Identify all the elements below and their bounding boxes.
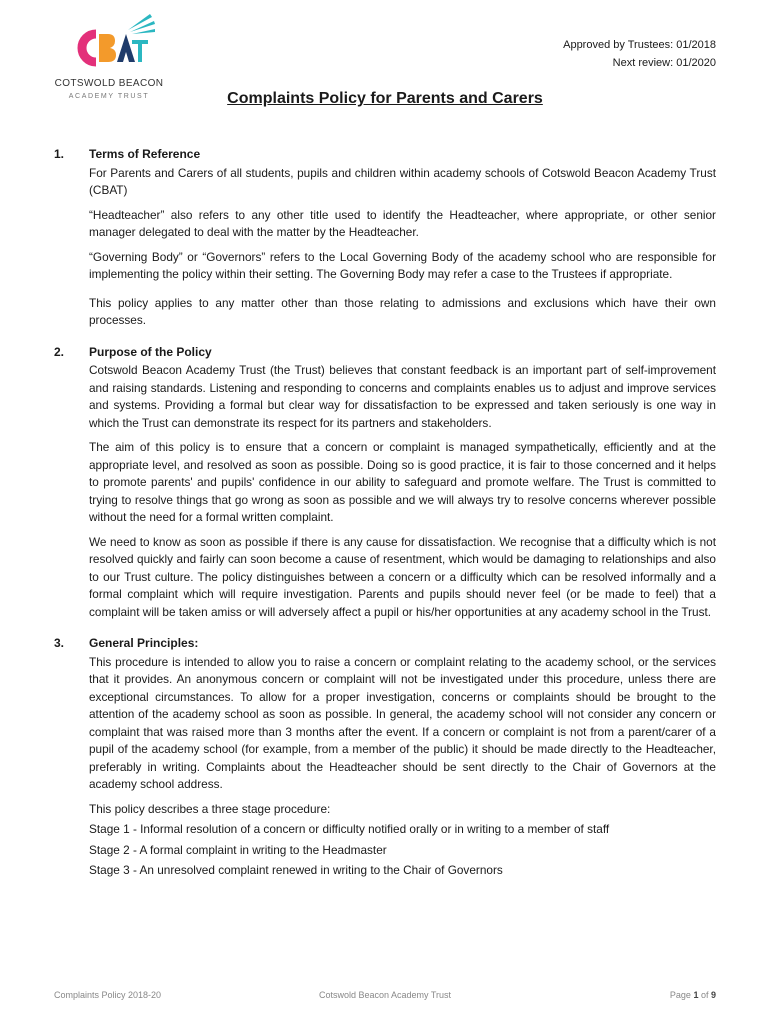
- page-of: of: [698, 990, 711, 1000]
- paragraph: For Parents and Carers of all students, pupils and children within academy schools of Cotswold Beacon Academy Trust (CBAT): [89, 165, 716, 197]
- logo-t-shape: [132, 40, 148, 62]
- next-review-text: Next review: 01/2020: [612, 57, 716, 69]
- logo-b-shape: [99, 34, 116, 62]
- logo-c-shape: [82, 34, 96, 62]
- section-terms-of-reference: [54, 146, 716, 330]
- stage-item: Stage 3 - An unresolved complaint renewed in writing to the Chair of Governors: [89, 863, 503, 877]
- page-number: [670, 990, 716, 1000]
- stages-intro: This policy describes a three stage procedure:: [89, 801, 331, 816]
- cbat-logo-mark-icon: [66, 12, 156, 76]
- logo-subtitle-text: ACADEMY TRUST: [68, 93, 150, 100]
- paragraph: “Headteacher” also refers to any other title used to identify the Headteacher, where appropriate, or other senior manager delegated to deal with the matter by the Headteacher.: [89, 207, 716, 239]
- footer-doc-name: Complaints Policy 2018-20: [54, 990, 162, 1000]
- paragraph: This procedure is intended to allow you to raise a concern or complaint relating to the academy school, or the services that it provides. An anonymous concern or complaint will not be investigated under this procedure, unless there are exceptional circumstances. To allow for a proper investigation, concerns or complaints should be brought to the attention of the academy school as soon as possible. In general, the academy school will not consider any concern or complaint that was raised more than 3 months after the event. If a concern or complaint is not from a parent/carer of a pupil of the academy school (for example, from a member of the public) it should be made directly to the Headteacher, preferably in writing. Complaints about the Headteacher should be sent directly to the Chair of Governors at the academy school address.: [89, 654, 716, 791]
- section-heading: General Principles:: [89, 636, 199, 650]
- document-body: [54, 146, 716, 894]
- section-number: 1.: [54, 147, 65, 161]
- stage-item: Stage 1 - Informal resolution of a concern or difficulty notified orally or in writing to a member of staff: [89, 822, 610, 836]
- section-heading: Terms of Reference: [89, 147, 201, 161]
- page-label: Page: [669, 990, 694, 1000]
- section-number: 2.: [54, 344, 65, 359]
- approved-by-text: Approved by Trustees: 01/2018: [563, 39, 716, 51]
- approval-info: [563, 36, 716, 72]
- paragraph: “Governing Body” or “Governors” refers to the Local Governing Body of the academy school who are responsible for implementing the policy within their setting. The Governing Body may refer a case to the Trustees if appropriate.: [89, 249, 716, 281]
- stage-item: Stage 2 - A formal complaint in writing to the Headmaster: [89, 842, 387, 857]
- document-title: Complaints Policy for Parents and Carers: [227, 90, 543, 107]
- section-number: 3.: [54, 636, 65, 650]
- section-general-principles: [54, 635, 716, 880]
- page-total: 9: [710, 990, 716, 1000]
- footer-org-name: Cotswold Beacon Academy Trust: [318, 990, 452, 1000]
- page-current: 1: [693, 990, 699, 1000]
- logo-name-text: COTSWOLD BEACON: [54, 78, 164, 89]
- section-purpose-of-policy: [54, 344, 716, 622]
- page-footer: [54, 990, 716, 1004]
- paragraph: Cotswold Beacon Academy Trust (the Trust) believes that constant feedback is an important part of self-improvement and raising standards. Listening and responding to concerns and complaints enables us to adjust and improve services and systems. Providing a formal but clear way for dissatisfaction to be expressed and taken seriously is one way in which the Trust can demonstrate its respect for its partners and stakeholders.: [89, 363, 716, 430]
- paragraph: This policy applies to any matter other than those relating to admissions and exclusions which have their own processes.: [89, 295, 716, 327]
- paragraph: We need to know as soon as possible if there is any cause for dissatisfaction. We recognise that a difficulty which is not resolved quickly and fairly can soon become a cause of resentment, which would be damaging to relationships and also to our Trust culture. The policy distinguishes between a concern or a difficulty which can be resolved informally and a formal complaint which will require investigation. Parents and pupils should never feel (or be made to feel) that a complaint will be taken amiss or will adversely affect a pupil or his/her opportunities at any academy school in the Trust.: [89, 534, 716, 619]
- logo-a-shape: [117, 34, 135, 62]
- section-heading: Purpose of the Policy: [89, 344, 212, 359]
- paragraph: The aim of this policy is to ensure that a concern or complaint is managed sympathetically, efficiently and at the appropriate level, and resolved as soon as possible. Doing so is good practice, it is fair to those concerned and it helps to promote parents' and pupils' confidence in our ability to safeguard and promote welfare. The Trust is committed to trying to resolve things that go wrong as soon as possible and we will always try to resolve concerns wherever possible without the need for a formal written complaint.: [89, 440, 716, 524]
